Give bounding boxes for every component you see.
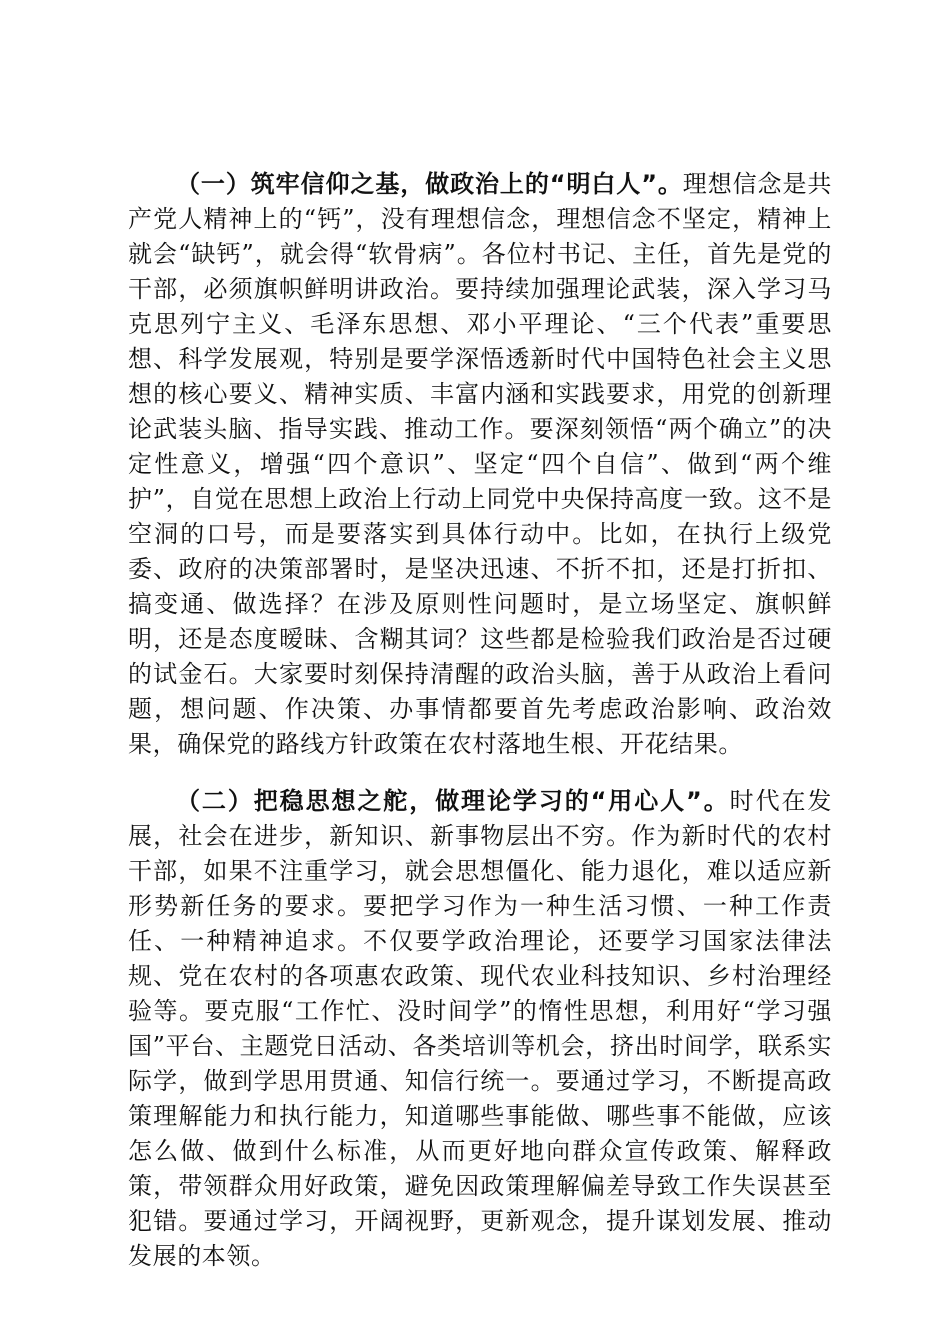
paragraph-1 — [128, 167, 832, 762]
paragraph-1-text: 理想信念是共产党人精神上的“钙”，没有理想信念，理想信念不坚定，精神上就会“缺钙”，就会得“软骨病”。各位村书记、主任，首先是党的干部，必须旗帜鲜明讲政治。要持续加强理论武装，深入学习马克思列宁主义、毛泽东思想、邓小平理论、“三个代表”重要思想、科学发展观，特别是要学深悟透新时代中国特色社会主义思想的核心要义、精神实质、丰富内涵和实践要求，用党的创新理论武装头脑、指导实践、推动工作。要深刻领悟“两个确立”的决定性意义，增强“四个意识”、坚定“四个自信”、做到“两个维护”，自觉在思想上政治上行动上同党中央保持高度一致。这不是空洞的口号，而是要落实到具体行动中。比如，在执行上级党委、政府的决策部署时，是坚决迅速、不折不扣，还是打折扣、搞变通、做选择？在涉及原则性问题时，是立场坚定、旗帜鲜明，还是态度暧昧、含糊其词？这些都是检验我们政治是否过硬的试金石。大家要时刻保持清醒的政治头脑，善于从政治上看问题，想问题、作决策、办事情都要首先考虑政治影响、政治效果，确保党的路线方针政策在农村落地生根、开花结果。 — [128, 170, 832, 758]
document-body — [128, 167, 832, 1274]
paragraph-2-heading: （二）把稳思想之舵，做理论学习的“用心人”。 — [176, 787, 730, 815]
paragraph-2-text: 时代在发展，社会在进步，新知识、新事物层出不穷。作为新时代的农村干部，如果不注重学习，就会思想僵化、能力退化，难以适应新形势新任务的要求。要把学习作为一种生活习惯、一种工作责任、一种精神追求。不仅要学政治理论，还要学习国家法律法规、党在农村的各项惠农政策、现代农业科技知识、乡村治理经验等。要克服“工作忙、没时间学”的惰性思想，利用好“学习强国”平台、主题党日活动、各类培训等机会，挤出时间学，联系实际学，做到学思用贯通、知信行统一。要通过学习，不断提高政策理解能力和执行能力，知道哪些事能做、哪些事不能做，应该怎么做、做到什么标准，从而更好地向群众宣传政策、解释政策，带领群众用好政策，避免因政策理解偏差导致工作失误甚至犯错。要通过学习，开阔视野，更新观念，提升谋划发展、推动发展的本领。 — [128, 787, 832, 1270]
paragraph-1-heading: （一）筑牢信仰之基，做政治上的“明白人”。 — [176, 170, 683, 198]
paragraph-2 — [128, 784, 832, 1274]
